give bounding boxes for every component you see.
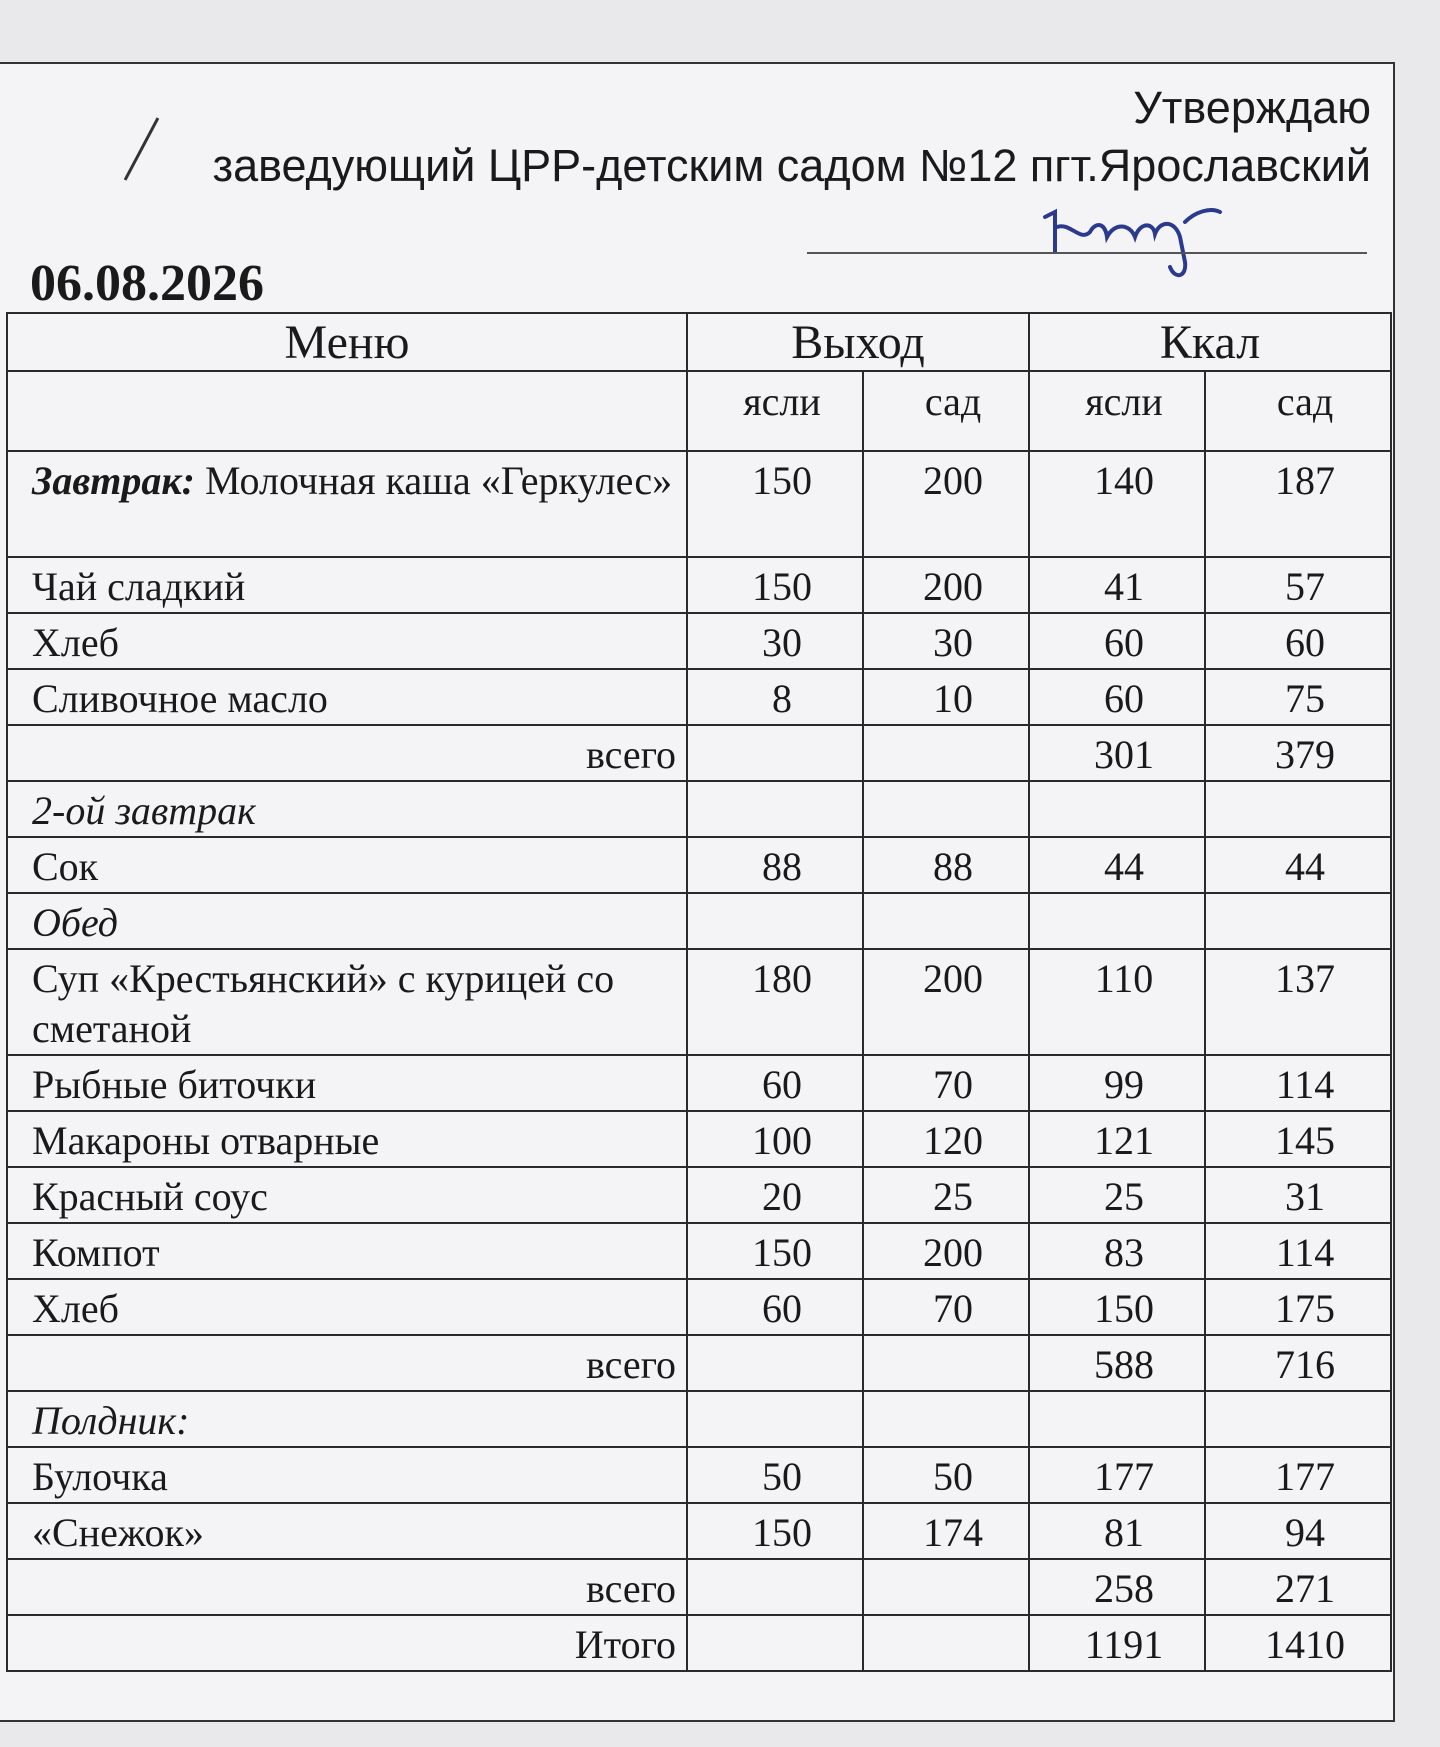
empty-cell [687, 893, 863, 949]
empty-cell [687, 781, 863, 837]
empty-cell [687, 1391, 863, 1447]
table-row [7, 451, 1391, 557]
subtotal-label: всего [7, 1559, 687, 1615]
cell-kcal-garden: 31 [1205, 1167, 1391, 1223]
table-row [7, 1111, 1391, 1167]
cell-kcal-nursery: 150 [1029, 1279, 1205, 1335]
cell-output-garden: 70 [863, 1055, 1029, 1111]
subheader-empty [7, 371, 687, 451]
cell-kcal-garden: 175 [1205, 1279, 1391, 1335]
cell-kcal-nursery: 83 [1029, 1223, 1205, 1279]
grand-total-kcal-garden: 1410 [1205, 1615, 1391, 1671]
section-row [7, 893, 1391, 949]
dish-name: Сливочное масло [7, 669, 687, 725]
table-row [7, 837, 1391, 893]
cell-output-nursery: 88 [687, 837, 863, 893]
cell-kcal-nursery: 44 [1029, 837, 1205, 893]
approve-title: Утверждаю [1133, 82, 1371, 133]
cell-kcal-garden: 75 [1205, 669, 1391, 725]
section-snack: Полдник: [7, 1391, 687, 1447]
cell-kcal-garden: 57 [1205, 557, 1391, 613]
cell-kcal-nursery: 60 [1029, 669, 1205, 725]
cell-output-nursery: 60 [687, 1055, 863, 1111]
cell-kcal-nursery: 121 [1029, 1111, 1205, 1167]
dish-name: Красный соус [7, 1167, 687, 1223]
cell-output-nursery: 150 [687, 557, 863, 613]
grand-total-kcal-nursery: 1191 [1029, 1615, 1205, 1671]
menu-sheet [0, 62, 1395, 1722]
subtotal-kcal-nursery: 301 [1029, 725, 1205, 781]
column-kcal: Ккал [1029, 313, 1391, 371]
table-row [7, 1223, 1391, 1279]
empty-cell [1029, 1391, 1205, 1447]
cell-output-nursery: 150 [687, 451, 863, 557]
cell-output-nursery: 50 [687, 1447, 863, 1503]
cell-kcal-nursery: 110 [1029, 949, 1205, 1055]
section-second-breakfast: 2-ой завтрак [7, 781, 687, 837]
cell-kcal-nursery: 177 [1029, 1447, 1205, 1503]
column-output: Выход [687, 313, 1029, 371]
empty-cell [1029, 781, 1205, 837]
section-row [7, 781, 1391, 837]
cell-kcal-nursery: 99 [1029, 1055, 1205, 1111]
grand-total-label: Итого [7, 1615, 687, 1671]
subcolumn-kcal-garden: сад [1205, 371, 1391, 451]
pen-slash-mark [124, 117, 160, 180]
cell-kcal-garden: 137 [1205, 949, 1391, 1055]
cell-output-nursery: 8 [687, 669, 863, 725]
empty-cell [1205, 1391, 1391, 1447]
empty-cell [863, 725, 1029, 781]
dish-name: Хлеб [7, 613, 687, 669]
empty-cell [687, 1335, 863, 1391]
cell-output-nursery: 180 [687, 949, 863, 1055]
cell-output-garden: 88 [863, 837, 1029, 893]
table-row [7, 1167, 1391, 1223]
cell-kcal-garden: 114 [1205, 1055, 1391, 1111]
handwritten-signature [1035, 182, 1225, 282]
dish-name: Суп «Крестьянский» с курицей со сметаной [7, 949, 687, 1055]
table-row [7, 669, 1391, 725]
cell-output-garden: 200 [863, 1223, 1029, 1279]
subtotal-row [7, 1559, 1391, 1615]
cell-output-nursery: 20 [687, 1167, 863, 1223]
empty-cell [687, 725, 863, 781]
table-row [7, 613, 1391, 669]
table-row [7, 949, 1391, 1055]
cell-kcal-garden: 44 [1205, 837, 1391, 893]
column-menu: Меню [7, 313, 687, 371]
cell-output-garden: 70 [863, 1279, 1029, 1335]
approver-position: заведующий ЦРР-детским садом №12 пгт.Ярославский [212, 140, 1371, 191]
empty-cell [863, 1335, 1029, 1391]
dish-name [7, 451, 687, 557]
menu-table [6, 312, 1392, 1672]
subtotal-label: всего [7, 1335, 687, 1391]
empty-cell [863, 781, 1029, 837]
cell-kcal-nursery: 60 [1029, 613, 1205, 669]
empty-cell [863, 893, 1029, 949]
subcolumn-output-nursery: ясли [687, 371, 863, 451]
empty-cell [863, 1559, 1029, 1615]
cell-kcal-garden: 177 [1205, 1447, 1391, 1503]
subtotal-label: всего [7, 725, 687, 781]
cell-output-garden: 174 [863, 1503, 1029, 1559]
dish-name: Компот [7, 1223, 687, 1279]
dish-name: Хлеб [7, 1279, 687, 1335]
cell-output-garden: 10 [863, 669, 1029, 725]
section-breakfast: Завтрак: [32, 458, 195, 503]
table-row [7, 1279, 1391, 1335]
empty-cell [1205, 893, 1391, 949]
dish-name: Сок [7, 837, 687, 893]
subtotal-kcal-garden: 379 [1205, 725, 1391, 781]
empty-cell [863, 1615, 1029, 1671]
cell-kcal-garden: 60 [1205, 613, 1391, 669]
empty-cell [1029, 893, 1205, 949]
subtotal-kcal-garden: 716 [1205, 1335, 1391, 1391]
subcolumn-kcal-nursery: ясли [1029, 371, 1205, 451]
cell-kcal-nursery: 140 [1029, 451, 1205, 557]
approval-block [212, 79, 1371, 195]
cell-output-garden: 25 [863, 1167, 1029, 1223]
cell-output-nursery: 150 [687, 1503, 863, 1559]
empty-cell [863, 1391, 1029, 1447]
table-row [7, 557, 1391, 613]
subtotal-row [7, 725, 1391, 781]
subcolumn-output-garden: сад [863, 371, 1029, 451]
subtotal-row [7, 1335, 1391, 1391]
empty-cell [687, 1559, 863, 1615]
subtotal-kcal-nursery: 258 [1029, 1559, 1205, 1615]
cell-kcal-garden: 114 [1205, 1223, 1391, 1279]
cell-output-garden: 200 [863, 949, 1029, 1055]
cell-kcal-nursery: 81 [1029, 1503, 1205, 1559]
dish-name: Булочка [7, 1447, 687, 1503]
table-row [7, 1055, 1391, 1111]
dish-name: Чай сладкий [7, 557, 687, 613]
cell-output-nursery: 150 [687, 1223, 863, 1279]
cell-output-garden: 200 [863, 557, 1029, 613]
table-row [7, 1503, 1391, 1559]
dish-name: «Снежок» [7, 1503, 687, 1559]
dish-name: Рыбные биточки [7, 1055, 687, 1111]
cell-output-garden: 120 [863, 1111, 1029, 1167]
cell-kcal-nursery: 41 [1029, 557, 1205, 613]
cell-output-garden: 50 [863, 1447, 1029, 1503]
signature-line [807, 252, 1367, 254]
cell-output-nursery: 100 [687, 1111, 863, 1167]
subtotal-kcal-garden: 271 [1205, 1559, 1391, 1615]
section-row [7, 1391, 1391, 1447]
cell-output-garden: 200 [863, 451, 1029, 557]
section-lunch: Обед [7, 893, 687, 949]
grand-total-row [7, 1615, 1391, 1671]
empty-cell [1205, 781, 1391, 837]
cell-output-nursery: 60 [687, 1279, 863, 1335]
cell-kcal-garden: 145 [1205, 1111, 1391, 1167]
subtotal-kcal-nursery: 588 [1029, 1335, 1205, 1391]
cell-output-garden: 30 [863, 613, 1029, 669]
cell-kcal-garden: 94 [1205, 1503, 1391, 1559]
document-date: 06.08.2026 [30, 255, 264, 312]
empty-cell [687, 1615, 863, 1671]
table-row [7, 1447, 1391, 1503]
dish-name: Макароны отварные [7, 1111, 687, 1167]
cell-kcal-nursery: 25 [1029, 1167, 1205, 1223]
cell-kcal-garden: 187 [1205, 451, 1391, 557]
dish-name-text: Молочная каша «Геркулес» [204, 458, 673, 503]
cell-output-nursery: 30 [687, 613, 863, 669]
